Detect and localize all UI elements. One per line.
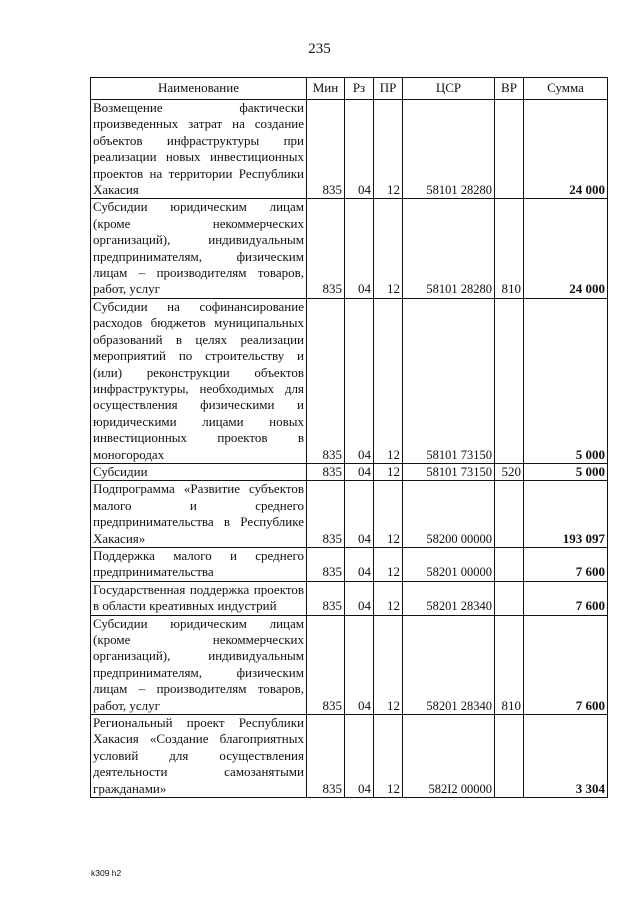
footer-code: k309 h2 — [91, 868, 122, 878]
row-pr: 12 — [374, 547, 403, 581]
row-sum: 7 600 — [524, 547, 608, 581]
table-row — [91, 547, 608, 581]
row-sum: 3 304 — [524, 715, 608, 798]
row-min: 835 — [307, 547, 345, 581]
table-row — [91, 298, 608, 463]
table-row — [91, 715, 608, 798]
row-csr: 582I2 00000 — [403, 715, 495, 798]
header-vr: ВР — [495, 78, 524, 100]
row-rz: 04 — [345, 715, 374, 798]
row-csr: 58101 73150 — [403, 463, 495, 480]
table-row — [91, 615, 608, 714]
header-rz: Рз — [345, 78, 374, 100]
header-min: Мин — [307, 78, 345, 100]
row-pr: 12 — [374, 199, 403, 298]
row-min: 835 — [307, 481, 345, 548]
row-rz: 04 — [345, 547, 374, 581]
row-vr — [495, 100, 524, 199]
row-rz: 04 — [345, 298, 374, 463]
row-rz: 04 — [345, 463, 374, 480]
row-sum: 24 000 — [524, 100, 608, 199]
row-name: Субсидии — [91, 463, 307, 480]
row-name: Возмещение фактически произведенных затрат на создание объектов инфраструктуры при реализации новых инвестиционных проектов на территории Республики Хакасия — [91, 100, 307, 199]
row-csr: 58201 00000 — [403, 547, 495, 581]
row-pr: 12 — [374, 615, 403, 714]
row-min: 835 — [307, 715, 345, 798]
table-row — [91, 100, 608, 199]
header-pr: ПР — [374, 78, 403, 100]
page-number: 235 — [308, 41, 331, 57]
row-min: 835 — [307, 199, 345, 298]
row-sum: 24 000 — [524, 199, 608, 298]
row-rz: 04 — [345, 481, 374, 548]
row-vr: 810 — [495, 615, 524, 714]
row-sum: 5 000 — [524, 463, 608, 480]
row-min: 835 — [307, 615, 345, 714]
row-min: 835 — [307, 581, 345, 615]
row-min: 835 — [307, 298, 345, 463]
row-vr — [495, 547, 524, 581]
row-pr: 12 — [374, 298, 403, 463]
row-csr: 58101 73150 — [403, 298, 495, 463]
row-csr: 58200 00000 — [403, 481, 495, 548]
row-sum: 7 600 — [524, 615, 608, 714]
row-rz: 04 — [345, 100, 374, 199]
header-name: Наименование — [91, 78, 307, 100]
row-min: 835 — [307, 100, 345, 199]
row-sum: 5 000 — [524, 298, 608, 463]
row-sum: 193 097 — [524, 481, 608, 548]
row-name: Подпрограмма «Развитие субъектов малого и среднего предпринимательства в Республике Хакасия» — [91, 481, 307, 548]
row-csr: 58101 28280 — [403, 199, 495, 298]
table-row — [91, 581, 608, 615]
row-pr: 12 — [374, 463, 403, 480]
table-row — [91, 463, 608, 480]
row-csr: 58201 28340 — [403, 581, 495, 615]
header-sum: Сумма — [524, 78, 608, 100]
row-pr: 12 — [374, 481, 403, 548]
row-vr: 520 — [495, 463, 524, 480]
row-name: Государственная поддержка проектов в области креативных индустрий — [91, 581, 307, 615]
table-header-row — [91, 78, 608, 100]
row-rz: 04 — [345, 615, 374, 714]
header-csr: ЦСР — [403, 78, 495, 100]
row-pr: 12 — [374, 581, 403, 615]
row-sum: 7 600 — [524, 581, 608, 615]
row-vr — [495, 481, 524, 548]
table-row — [91, 199, 608, 298]
row-name: Субсидии на софинансирование расходов бюджетов муниципальных образований в целях реализации мероприятий по строительству и (или) реконструкции объектов инфраструктуры, необходимых для осуществления физическими и юридическими лицами новых инвестиционных проектов в моногородах — [91, 298, 307, 463]
row-name: Поддержка малого и среднего предпринимательства — [91, 547, 307, 581]
row-min: 835 — [307, 463, 345, 480]
row-rz: 04 — [345, 199, 374, 298]
row-rz: 04 — [345, 581, 374, 615]
row-csr: 58101 28280 — [403, 100, 495, 199]
row-pr: 12 — [374, 715, 403, 798]
row-vr — [495, 298, 524, 463]
row-vr — [495, 715, 524, 798]
row-name: Субсидии юридическим лицам (кроме некоммерческих организаций), индивидуальным предпринимателям, физическим лицам – производителям товаров, работ, услуг — [91, 199, 307, 298]
row-csr: 58201 28340 — [403, 615, 495, 714]
row-vr: 810 — [495, 199, 524, 298]
table-row — [91, 481, 608, 548]
row-name: Региональный проект Республики Хакасия «Создание благоприятных условий для осуществления деятельности самозанятыми гражданами» — [91, 715, 307, 798]
row-name: Субсидии юридическим лицам (кроме некоммерческих организаций), индивидуальным предпринимателям, физическим лицам – производителям товаров, работ, услуг — [91, 615, 307, 714]
row-pr: 12 — [374, 100, 403, 199]
budget-table — [90, 77, 608, 798]
row-vr — [495, 581, 524, 615]
